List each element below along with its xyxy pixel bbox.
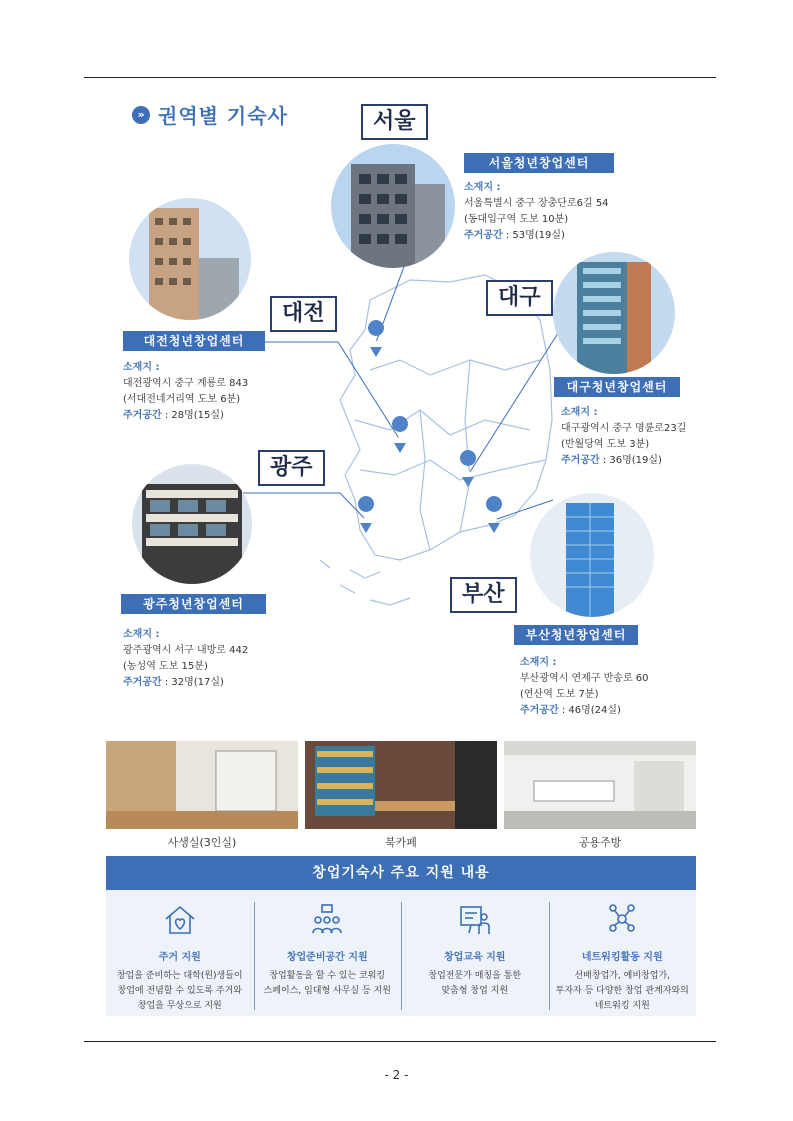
house-heart-icon	[106, 896, 254, 944]
network-icon	[549, 896, 697, 944]
info-seoul: 소재지 : 서울특별시 중구 장충단로6길 54 (동대입구역 도보 10분) 주거공간 : 53명(19실)	[464, 182, 609, 241]
banner-daegu: 대구청년창업센터	[554, 377, 680, 397]
photo-gwangju-building	[132, 464, 252, 584]
info-gwangju: 소재지 : 광주광역시 서구 내방로 442 (농성역 도보 15분) 주거공간 : 32명(17실)	[123, 629, 249, 688]
gallery-item	[305, 741, 497, 850]
shared-kitchen-photo	[504, 741, 696, 829]
banner-gwangju: 광주청년창업센터	[121, 594, 266, 614]
pin-seoul	[368, 320, 384, 357]
page-number: - 2 -	[384, 1068, 409, 1082]
gallery-item	[504, 741, 696, 850]
education-icon	[401, 896, 549, 944]
banner-busan: 부산청년창업센터	[514, 625, 638, 645]
support-item-workspace: 창업준비공간 지원 창업활동을 할 수 있는 코워킹 스페이스, 임대형 사무실 등 지원	[254, 896, 402, 1014]
callout-daegu: 대구	[486, 280, 553, 316]
info-busan: 소재지 : 부산광역시 연제구 반송로 60 (연산역 도보 7분) 주거공간 : 46명(24실)	[520, 657, 649, 716]
pin-daegu	[460, 450, 476, 487]
pin-daejeon	[392, 416, 408, 453]
gallery-caption: 사생실(3인실)	[167, 836, 237, 849]
coworking-icon	[254, 896, 402, 944]
gallery-caption: 공용주방	[578, 836, 622, 849]
book-cafe-photo	[305, 741, 497, 829]
photo-busan-building	[530, 493, 654, 617]
info-daejeon: 소재지 : 대전광역시 중구 계룡로 843 (서대전네거리역 도보 6분) 주거공간 : 28명(15실)	[123, 362, 249, 421]
dorm-room-photo	[106, 741, 298, 829]
photo-daejeon-building	[129, 198, 251, 320]
support-item-education: 창업교육 지원 창업전문가 매칭을 통한 맞춤형 창업 지원	[401, 896, 549, 1014]
section-title-text: 권역별 기숙사	[158, 104, 288, 128]
photo-daegu-building	[553, 252, 675, 374]
callout-gwangju: 광주	[258, 450, 325, 486]
support-item-networking: 네트워킹활동 지원 선배창업가, 예비창업가, 투자자 등 다양한 창업 관계자와의 네트워킹 지원	[549, 896, 697, 1014]
callout-daejeon: 대전	[270, 296, 337, 332]
support-panel	[106, 856, 696, 1016]
support-item-housing: 주거 지원 창업을 준비하는 대학(원)생들이 창업에 전념할 수 있도록 주거와 창업을 무상으로 지원	[106, 896, 254, 1014]
gallery-caption: 북카페	[385, 836, 417, 849]
double-chevron-icon: »	[132, 106, 150, 124]
photo-gallery	[106, 741, 696, 850]
banner-daejeon: 대전청년창업센터	[123, 331, 265, 351]
gallery-item	[106, 741, 298, 850]
info-daegu: 소재지 : 대구광역시 중구 명륜로23길 (반월당역 도보 3분) 주거공간 : 36명(19실)	[561, 407, 687, 466]
bottom-rule	[84, 1041, 716, 1042]
callout-busan: 부산	[450, 577, 517, 613]
banner-seoul: 서울청년창업센터	[464, 153, 614, 173]
photo-seoul-building	[331, 144, 455, 268]
callout-seoul: 서울	[361, 104, 428, 140]
pin-busan	[486, 496, 502, 533]
support-title: 창업기숙사 주요 지원 내용	[106, 856, 696, 890]
